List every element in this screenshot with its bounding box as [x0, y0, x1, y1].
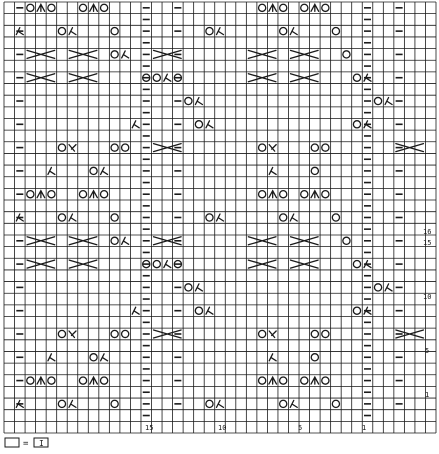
yarn-over-symbol: [58, 214, 65, 221]
yarn-over-symbol: [343, 237, 350, 244]
cable-cross-symbol: [27, 50, 55, 58]
yarn-over-symbol: [206, 214, 213, 221]
cable-cross-symbol: [27, 237, 55, 245]
central-double-decrease-symbol: [90, 191, 98, 198]
ssk-decrease-symbol: [164, 74, 171, 81]
legend: [5, 438, 48, 449]
yarn-over-symbol: [332, 28, 339, 35]
ssk-decrease-symbol: [122, 237, 129, 244]
yarn-over-symbol: [353, 74, 360, 81]
yarn-over-symbol: [79, 191, 86, 198]
cable-cross-symbol: [290, 74, 318, 82]
yarn-over-symbol: [111, 237, 118, 244]
yarn-over-symbol: [185, 97, 192, 104]
yarn-over-symbol: [280, 191, 287, 198]
yarn-over-symbol: [153, 74, 160, 81]
cable-cross-symbol: [69, 74, 97, 82]
yarn-over-symbol: [259, 144, 266, 151]
yarn-over-symbol: [206, 400, 213, 407]
row-number-10: 10: [423, 293, 432, 301]
yarn-over-symbol: [332, 400, 339, 407]
stitch-number-15: 15: [145, 424, 154, 432]
ssk-decrease-symbol: [69, 400, 76, 407]
ssk-decrease-symbol: [290, 400, 297, 407]
central-double-decrease-symbol: [311, 4, 319, 11]
legend-knit-value: I: [39, 439, 44, 448]
ssk-decrease-symbol: [101, 354, 108, 361]
yarn-over-symbol: [111, 330, 118, 337]
ssk-decrease-symbol: [269, 354, 276, 361]
yarn-over-symbol: [195, 307, 202, 314]
yarn-over-symbol: [280, 400, 287, 407]
row-number-16: 16: [423, 228, 432, 236]
row-number-15: 15: [423, 239, 432, 247]
row-number-5: 5: [425, 347, 430, 355]
ssk-decrease-symbol: [290, 214, 297, 221]
cable-cross-symbol: [27, 74, 55, 82]
yarn-over-symbol: [48, 377, 55, 384]
cable-cross-symbol: [69, 260, 97, 268]
yarn-over-symbol: [48, 4, 55, 11]
legend-equals: =: [23, 439, 29, 449]
central-double-decrease-symbol: [90, 377, 98, 384]
yarn-over-symbol: [90, 354, 97, 361]
yarn-over-symbol: [322, 191, 329, 198]
yarn-over-symbol: [259, 377, 266, 384]
yarn-over-symbol: [185, 284, 192, 291]
yarn-over-symbol: [280, 28, 287, 35]
cable-cross-symbol: [27, 260, 55, 268]
ssk-decrease-symbol: [101, 167, 108, 174]
yarn-over-symbol: [332, 214, 339, 221]
yarn-over-symbol: [111, 51, 118, 58]
yarn-over-symbol: [206, 28, 213, 35]
yarn-over-symbol: [111, 144, 118, 151]
yarn-over-symbol: [111, 28, 118, 35]
central-double-decrease-symbol: [90, 4, 98, 11]
yarn-over-symbol: [100, 4, 107, 11]
cable-cross-symbol: [69, 50, 97, 58]
k2tog-decrease-symbol: [69, 331, 76, 338]
ssk-decrease-symbol: [217, 400, 224, 407]
yarn-over-symbol: [322, 144, 329, 151]
yarn-over-symbol: [322, 377, 329, 384]
yarn-over-symbol: [111, 214, 118, 221]
yarn-over-symbol: [195, 121, 202, 128]
yarn-over-symbol: [301, 4, 308, 11]
yarn-over-symbol: [79, 377, 86, 384]
yarn-over-symbol: [259, 191, 266, 198]
yarn-over-symbol: [353, 260, 360, 267]
yarn-over-symbol: [90, 167, 97, 174]
ssk-decrease-symbol: [132, 121, 139, 128]
yarn-over-symbol: [322, 4, 329, 11]
yarn-over-symbol: [153, 260, 160, 267]
central-double-decrease-symbol: [37, 4, 45, 11]
chart-grid: [4, 2, 436, 433]
ssk-decrease-symbol: [217, 214, 224, 221]
cable-cross-symbol: [69, 237, 97, 245]
yarn-over-symbol: [280, 4, 287, 11]
ssk-decrease-symbol: [195, 98, 202, 105]
central-double-decrease-symbol: [269, 4, 277, 11]
cable-cross-symbol: [248, 50, 276, 58]
cable-cross-symbol: [290, 260, 318, 268]
cable-cross-symbol: [248, 237, 276, 245]
stitch-number-5: 5: [298, 424, 303, 432]
k2tog-decrease-symbol: [269, 145, 276, 152]
yarn-over-symbol: [301, 377, 308, 384]
cable-cross-symbol: [290, 237, 318, 245]
yarn-over-symbol: [58, 400, 65, 407]
cable-cross-symbol: [248, 74, 276, 82]
yarn-over-symbol: [311, 330, 318, 337]
ssk-decrease-symbol: [69, 28, 76, 35]
yarn-over-symbol: [280, 377, 287, 384]
central-double-decrease-symbol: [311, 191, 319, 198]
central-double-decrease-symbol: [311, 377, 319, 384]
ssk-decrease-symbol: [195, 284, 202, 291]
k2tog-decrease-symbol: [269, 331, 276, 338]
ssk-decrease-symbol: [269, 167, 276, 174]
yarn-over-symbol: [343, 51, 350, 58]
yarn-over-symbol: [259, 330, 266, 337]
yarn-over-symbol: [122, 330, 129, 337]
cable-cross-symbol: [290, 50, 318, 58]
yarn-over-symbol: [311, 144, 318, 151]
central-double-decrease-symbol: [37, 377, 45, 384]
ssk-decrease-symbol: [217, 28, 224, 35]
yarn-over-symbol: [259, 4, 266, 11]
k2tog-decrease-symbol: [69, 145, 76, 152]
stitch-number-1: 1: [362, 424, 367, 432]
ssk-decrease-symbol: [132, 307, 139, 314]
yarn-over-symbol: [311, 167, 318, 174]
ssk-decrease-symbol: [206, 121, 213, 128]
ssk-decrease-symbol: [385, 284, 392, 291]
ssk-decrease-symbol: [206, 307, 213, 314]
stitch-number-labels: [145, 424, 366, 432]
stitch-number-10: 10: [218, 424, 227, 432]
ssk-decrease-symbol: [290, 28, 297, 35]
yarn-over-symbol: [111, 400, 118, 407]
row-number-labels: [423, 228, 431, 399]
legend-empty-square-icon: [5, 438, 19, 447]
yarn-over-symbol: [27, 377, 34, 384]
yarn-over-symbol: [58, 144, 65, 151]
yarn-over-symbol: [374, 97, 381, 104]
ssk-decrease-symbol: [385, 98, 392, 105]
yarn-over-symbol: [27, 191, 34, 198]
yarn-over-symbol: [79, 4, 86, 11]
central-double-decrease-symbol: [269, 191, 277, 198]
ssk-decrease-symbol: [48, 354, 55, 361]
row-number-1: 1: [425, 391, 430, 399]
yarn-over-symbol: [48, 191, 55, 198]
central-double-decrease-symbol: [269, 377, 277, 384]
yarn-over-symbol: [353, 307, 360, 314]
ssk-decrease-symbol: [164, 261, 171, 268]
yarn-over-symbol: [301, 191, 308, 198]
yarn-over-symbol: [311, 354, 318, 361]
yarn-over-symbol: [27, 4, 34, 11]
ssk-decrease-symbol: [69, 214, 76, 221]
ssk-decrease-symbol: [48, 167, 55, 174]
central-double-decrease-symbol: [37, 191, 45, 198]
yarn-over-symbol: [100, 191, 107, 198]
ssk-decrease-symbol: [122, 51, 129, 58]
yarn-over-symbol: [100, 377, 107, 384]
yarn-over-symbol: [122, 144, 129, 151]
yarn-over-symbol: [374, 284, 381, 291]
yarn-over-symbol: [58, 28, 65, 35]
yarn-over-symbol: [353, 121, 360, 128]
yarn-over-symbol: [58, 330, 65, 337]
cable-cross-symbol: [248, 260, 276, 268]
yarn-over-symbol: [322, 330, 329, 337]
yarn-over-symbol: [280, 214, 287, 221]
